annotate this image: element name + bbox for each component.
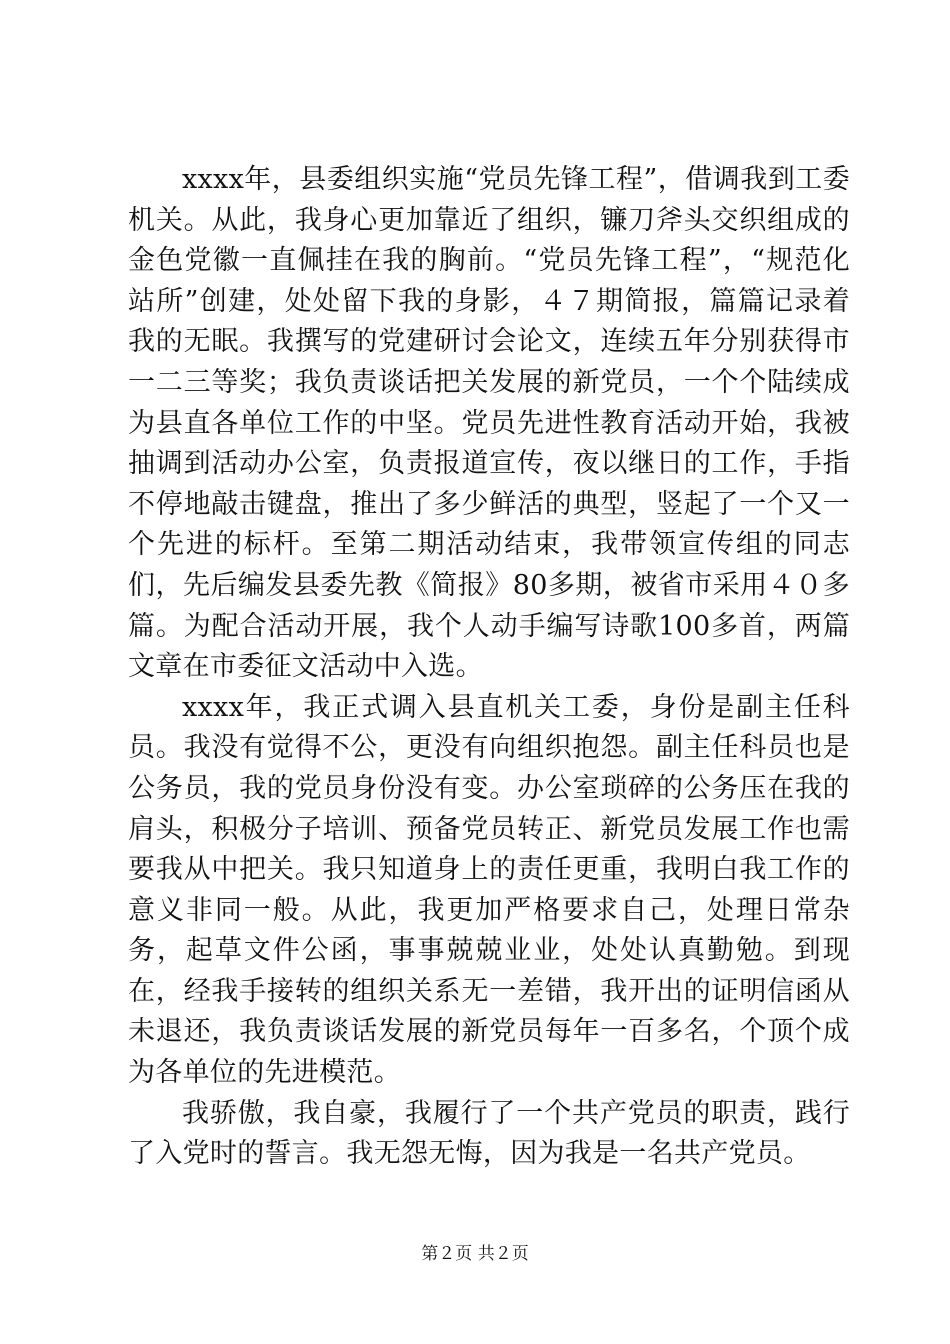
page-number-footer: 第２页 共２页 [421,1244,529,1264]
paragraph-2: xxxx年，我正式调入县直机关工委，身份是副主任科员。我没有觉得不公，更没有向组织抱怨。副主任科员也是公务员，我的党员身份没有变。办公室琐碎的公务压在我的肩头，积极分子培训、预备党员转正、新党员发展工作也需要我从中把关。我只知道身上的责任更重，我明白我工作的意义非同一般。从此，我更加严格要求自己，处理日常杂务，起草文件公函，事事兢兢业业，处处认真勤勉。到现在，经我手接转的组织关系无一差错，我开出的证明信函从未退还，我负责谈话发展的新党员每年一百多名，个顶个成为各单位的先进模范。 [128,691,850,1089]
paragraph-3: 我骄傲，我自豪，我履行了一个共产党员的职责，践行了入党时的誓言。我无怨无悔，因为我是一名共产党员。 [128,1097,850,1170]
paragraph-1: xxxx年，县委组织实施“党员先锋工程”，借调我到工委机关。从此，我身心更加靠近了组织，镰刀斧头交织组成的金色党徽一直佩挂在我的胸前。“党员先锋工程”，“规范化站所”创建，处处留下我的身影，４７期简报，篇篇记录着我的无眠。我撰写的党建研讨会论文，连续五年分别获得市一二三等奖；我负责谈话把关发展的新党员，一个个陆续成为县直各单位工作的中坚。党员先进性教育活动开始，我被抽调到活动办公室，负责报道宣传，夜以继日的工作，手指不停地敲击键盘，推出了多少鲜活的典型，竖起了一个又一个先进的标杆。至第二期活动结束，我带领宣传组的同志们，先后编发县委先教《简报》80多期，被省市采用４０多篇。为配合活动开展，我个人动手编写诗歌100多首，两篇文章在市委征文活动中入选。 [128,164,850,683]
document-body [128,160,850,1175]
